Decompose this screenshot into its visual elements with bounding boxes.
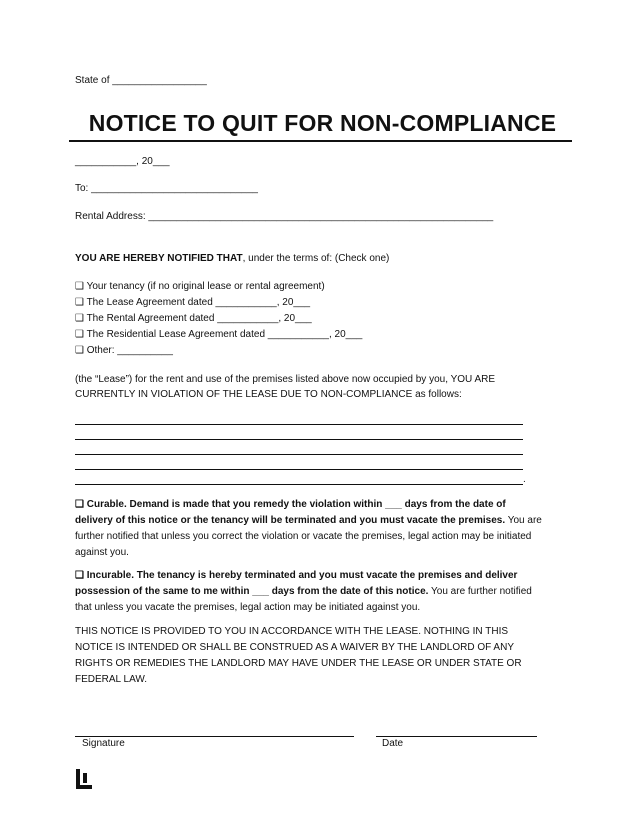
incurable-line-1: ❑ Incurable. The tenancy is hereby terminated and you must vacate the premises and deliver [75, 570, 518, 581]
curable-line-4: against you. [75, 547, 129, 558]
to-line: To: ______________________________ [75, 183, 258, 194]
lease-paragraph-line-2: CURRENTLY IN VIOLATION OF THE LEASE DUE TO NON-COMPLIANCE as follows: [75, 389, 462, 400]
disclaimer-line-1: THIS NOTICE IS PROVIDED TO YOU IN ACCORDANCE WITH THE LEASE. NOTHING IN THIS [75, 626, 509, 637]
incurable-paragraph [75, 568, 575, 616]
violation-line-3 [75, 454, 523, 455]
curable-line-3: further notified that unless you correct the violation or vacate the premises, legal action may be initiated [75, 531, 532, 542]
incurable-line-2-normal: You are further notified [428, 586, 532, 597]
option-lease-agreement: ❑ The Lease Agreement dated ___________, 20___ [75, 297, 311, 308]
option-residential-lease: ❑ The Residential Lease Agreement dated ___________, 20___ [75, 329, 363, 340]
date-label: Date [382, 738, 404, 749]
title-underline [69, 140, 572, 142]
incurable-line-3: that unless you vacate the premises, legal action may be initiated against you. [75, 602, 421, 613]
violation-line-1 [75, 424, 523, 425]
violation-line-2 [75, 439, 523, 440]
curable-paragraph [75, 497, 575, 561]
disclaimer-line-3: RIGHTS OR REMEDIES THE LANDLORD MAY HAVE UNDER THE LEASE OR UNDER STATE OR [75, 658, 522, 669]
disclaimer-line-2: NOTICE IS INTENDED OR SHALL BE CONSTRUED AS A WAIVER BY THE LANDLORD OF ANY [75, 642, 514, 653]
state-line: State of _________________ [75, 75, 207, 86]
incurable-line-2-bold: possession of the same to me within ___ days from the date of this notice. [75, 586, 429, 597]
document-title: NOTICE TO QUIT FOR NON-COMPLIANCE [88, 110, 557, 136]
curable-line-2 [75, 513, 575, 529]
incurable-line-2 [75, 584, 575, 600]
curable-line-2-bold: delivery of this notice or the tenancy will be terminated and you must vacate the premises. [75, 515, 506, 526]
option-rental-agreement: ❑ The Rental Agreement dated ___________, 20___ [75, 313, 312, 324]
option-other: ❑ Other: __________ [75, 345, 173, 356]
option-tenancy: ❑ Your tenancy (if no original lease or rental agreement) [75, 281, 325, 292]
lease-paragraph-line-1: (the “Lease”) for the rent and use of the premises listed above now occupied by you, YOU ARE [75, 374, 496, 385]
rental-address-line: Rental Address: ______________________________________________________________ [75, 211, 494, 222]
signature-label: Signature [82, 738, 125, 749]
violation-line-5 [75, 484, 523, 485]
legal-templates-logo-icon [76, 769, 92, 789]
notified-bold: YOU ARE HEREBY NOTIFIED THAT [75, 253, 243, 264]
disclaimer-line-4: FEDERAL LAW. [75, 674, 148, 685]
violation-line-4 [75, 469, 523, 470]
notified-rest: , under the terms of: (Check one) [242, 253, 390, 264]
disclaimer-paragraph [75, 624, 575, 688]
curable-line-1: ❑ Curable. Demand is made that you remedy the violation within ___ days from the date of [75, 499, 506, 510]
notified-line [75, 252, 389, 266]
curable-line-2-normal: You are [505, 515, 542, 526]
date-line: ___________, 20___ [75, 156, 170, 167]
violation-lines-period: . [523, 474, 526, 485]
